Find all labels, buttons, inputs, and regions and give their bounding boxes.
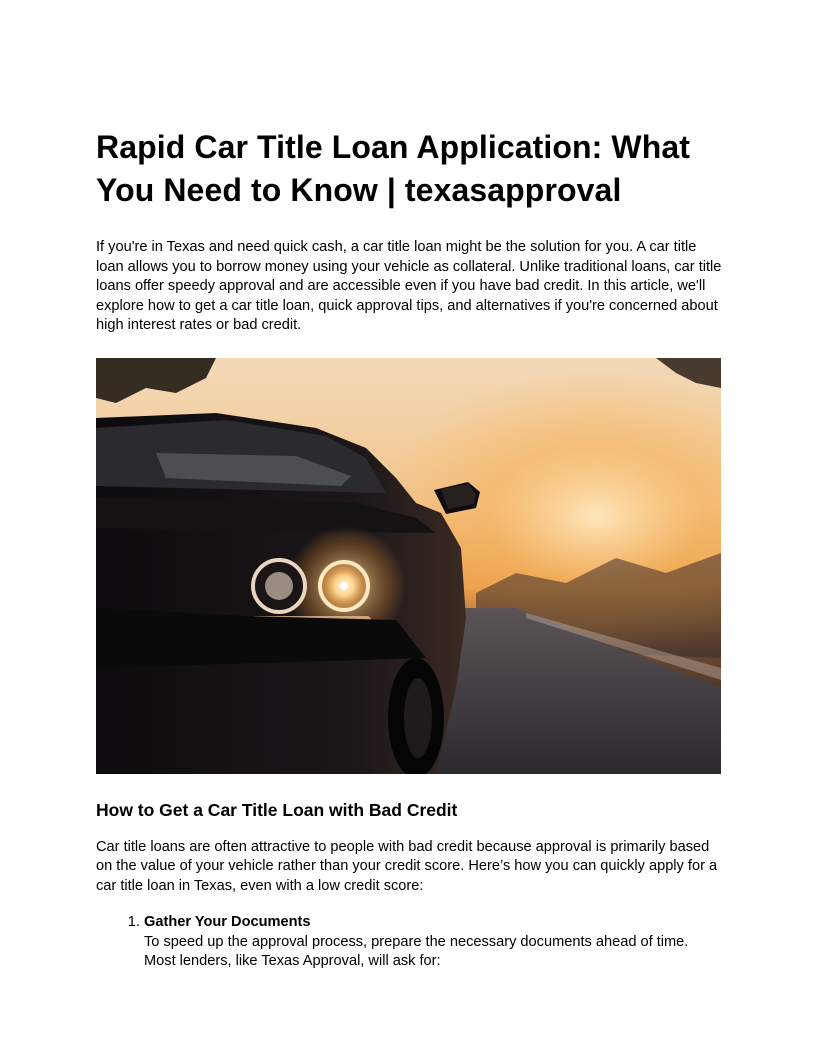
- article-title: Rapid Car Title Loan Application: What You Need to Know | texasapproval: [96, 129, 691, 208]
- section-heading: How to Get a Car Title Loan with Bad Credit: [96, 799, 458, 820]
- section-paragraph: Car title loans are often attractive to people with bad credit because approval is primarily based on the value of your vehicle rather than your credit score. Here’s how you can quickly apply for a car title loan in Texas, even with a low credit score:: [96, 838, 718, 894]
- car-photo-image: [96, 358, 721, 774]
- list-item: [144, 913, 724, 972]
- steps-list: [96, 913, 724, 972]
- car-photo: [96, 358, 721, 774]
- step-title: 1. Gather Your Documents: [144, 914, 311, 930]
- step-body: To speed up the approval process, prepare the necessary documents ahead of time. Most lenders, like Texas Approval, will ask for:: [144, 933, 689, 969]
- document-page: [96, 126, 724, 972]
- intro-paragraph: If you're in Texas and need quick cash, a car title loan might be the solution for you. A car title loan allows you to borrow money using your vehicle as collateral. Unlike traditional loans, car title loans offer speedy approval and are accessible even if you have bad credit. In this article, we'll explore how to get a car title loan, quick approval tips, and alternatives if you're concerned about high interest rates or bad credit.: [96, 239, 722, 333]
